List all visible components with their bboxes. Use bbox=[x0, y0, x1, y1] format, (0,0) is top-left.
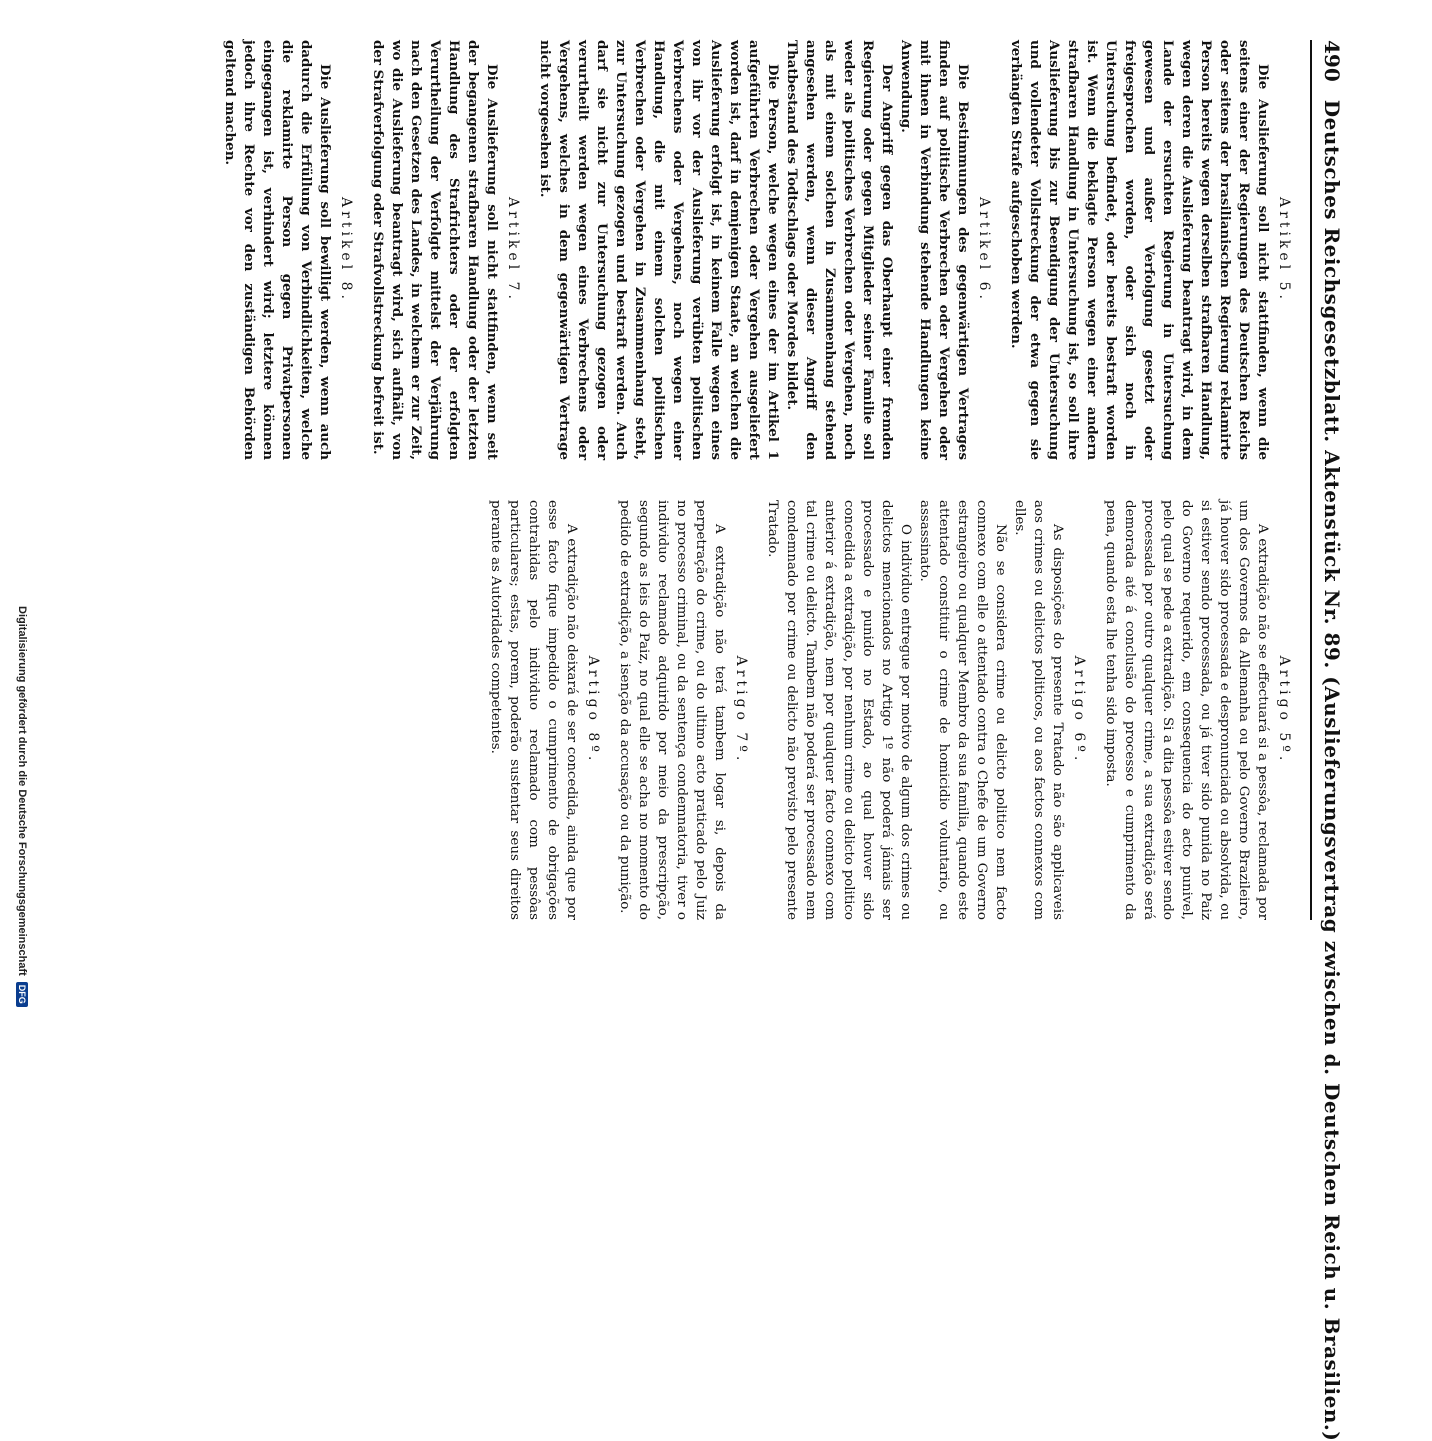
credit-text: Digitalisierung gefördert durch die Deutsche Forschungsgemeinschaft bbox=[16, 606, 28, 976]
paragraph: A extradição não terá tambem logar si, depois da perpetração do crime, ou do ultimo acto praticado pelo Juiz no processo criminal, ou da sentença condemnatoria, tiver o individuo reclamado adquirido por meio da prescripção, segundo as leis do Paiz, no qual elle se acha no momento do pedido de extradição, a isenção da accusação ou da punição. bbox=[617, 500, 727, 920]
article-heading: Artikel 7. bbox=[505, 197, 521, 303]
paragraph: Die Bestimmungen des gegenwärtigen Vertrages finden auf politische Verbrechen oder Vergehen oder mit ihnen in Verbindung stehende Handlungen keine Anwendung. bbox=[898, 40, 971, 460]
article-heading: Artikel 5. bbox=[1276, 197, 1292, 303]
digitization-credit bbox=[6, 606, 28, 1004]
german-column bbox=[220, 40, 1298, 460]
portuguese-article bbox=[763, 500, 1087, 920]
article-heading: Artigo 8º. bbox=[585, 655, 601, 765]
paragraph: Die Person, welche wegen eines der im Artikel 1 aufgeführten Verbrechen oder Vergehen ausgeliefert worden ist, darf in demjenigen Staate, an welchen die Auslieferung erfolgt ist, in keinem Falle wegen eines von ihr vor der Auslieferung verübten politischen Verbrechens oder Vergehens, noch wegen einer Handlung, die mit einem solchen politischen Verbrechen oder Vergehen in Zusammenhang steht, zur Untersuchung gezogen und bestraft werden. Auch darf sie nicht zur Untersuchung gezogen oder verurtheilt werden wegen eines Verbrechens oder Vergehens, welches in dem gegenwärtigen Vertrage nicht vorgesehen ist. bbox=[537, 40, 781, 460]
paragraph: O individuo entregue por motivo de algum dos crimes ou delictos mencionados no Artigo 1º não poderá jámais ser processado e punido no Estado, ao qual houver sido concedida a extradição, por nenhum crime ou delicto politico anterior á extradição, nem por qualquer facto connexo com tal crime ou delicto. Tambem não poderá ser processado nem condemnado por crime ou delicto não previsto pelo presente Tratado. bbox=[765, 500, 913, 920]
german-article bbox=[535, 40, 992, 460]
paragraph: As disposições do presente Tratado não são applicaveis aos crimes ou delictos politicos, ou aos factos connexos com elles. bbox=[1012, 500, 1065, 920]
article-heading: Artigo 7º. bbox=[733, 655, 749, 765]
portuguese-column bbox=[486, 500, 1298, 920]
paragraph: Die Auslieferung soll bewilligt werden, wenn auch dadurch die Erfüllung von Verbindlichkeiten, welche die reklamirte Person gegen Privatpersonen eingegangen ist, verhindert wird; letztere können jedoch ihre Rechte vor den zuständigen Behörden geltend machen. bbox=[222, 40, 333, 460]
portuguese-article bbox=[1101, 500, 1292, 920]
article-heading: Artigo 5º. bbox=[1276, 655, 1292, 765]
paragraph: Die Auslieferung soll nicht stattfinden, wenn seit der begangenen strafbaren Handlung oder der letzten Handlung des Strafrichters oder der erfolgten Verurtheilung der Verfolgte mittelst der Verjährung nach den Gesetzen des Landes, in welchem er zur Zeit, wo die Auslieferung beantragt wird, sich aufhält, von der Strafverfolgung oder Strafvollstreckung befreit ist. bbox=[370, 40, 500, 460]
german-article bbox=[1006, 40, 1292, 460]
article-heading: Artikel 8. bbox=[338, 197, 354, 303]
paragraph: A extradição não se effectuará si a pessôa, reclamada por um dos Governos da Allemanha ou pelo Governo Brazileiro, já houver sido processada e despronunciada ou absolvida, ou si estiver sendo processada, ou já tiver sido punida no Paiz do Governo requerido, em consequencia do acto punivel, pelo qual se pede a extradição. Si a dita pessôa estiver sendo processada por outro qualquer crime, a sua extradição será demorada até á conclusão do processo e cumprimento da pena, quando esta lhe tenha sido imposta. bbox=[1103, 500, 1270, 920]
paragraph: Não se considera crime ou delicto politico nem facto connexo com elle o attentado contra o Chefe de um Governo estrangeiro ou qualquer Membro da sua familia, quando este attentado constituir o crime de homicidio voluntario, ou assassinato. bbox=[917, 500, 1008, 920]
document-page bbox=[112, 40, 1352, 1441]
paragraph: A extradição não deixará de ser concedida, ainda que por esse facto fique impedido o cumprimento de obrigações contrahidas pelo individuo reclamado com pessôas particulares; estas, porem, poderão sustentar seus direitos perante as Autoridades competentes. bbox=[488, 500, 579, 920]
running-title: Deutsches Reichsgesetzblatt. Aktenstück Nr. 89. (Auslieferungsvertrag zwischen d. Deutschen Reich u. Brasilien.) bbox=[1320, 99, 1344, 1441]
page-number: 490 bbox=[1320, 40, 1344, 82]
portuguese-article bbox=[615, 500, 749, 920]
portuguese-article bbox=[486, 500, 601, 920]
german-article bbox=[220, 40, 354, 460]
paragraph: Die Auslieferung soll nicht stattfinden, wenn die seitens einer der Regierungen des Deutschen Reichs oder seitens der brasilianischen Regierung reklamirte Person bereits wegen derselben strafbaren Handlung, wegen deren die Auslieferung beantragt wird, in dem Lande der ersuchten Regierung in Untersuchung gewesen und außer Verfolgung gesetzt oder freigesprochen worden, oder sich noch in Untersuchung befindet, oder bereits bestraft worden ist. Wenn die beklagte Person wegen einer andern strafbaren Handlung in Untersuchung ist, so soll ihre Auslieferung bis zur Beendigung der Untersuchung und vollendeter Vollstreckung der etwa gegen sie verhängten Strafe aufgeschoben werden. bbox=[1008, 40, 1271, 460]
german-article bbox=[368, 40, 521, 460]
page-header bbox=[1310, 40, 1352, 1441]
article-heading: Artigo 6º. bbox=[1071, 655, 1087, 765]
paragraph: Der Angriff gegen das Oberhaupt einer fremden Regierung oder gegen Mitglieder seiner Familie soll weder als politisches Verbrechen oder Vergehen, noch als mit einem solchen in Zusammenhang stehend angesehen werden, wenn dieser Angriff den Thatbestand des Todtschlags oder Mordes bildet. bbox=[784, 40, 895, 460]
dfg-logo-icon: DFG bbox=[16, 982, 28, 1007]
article-heading: Artikel 6. bbox=[976, 197, 992, 303]
